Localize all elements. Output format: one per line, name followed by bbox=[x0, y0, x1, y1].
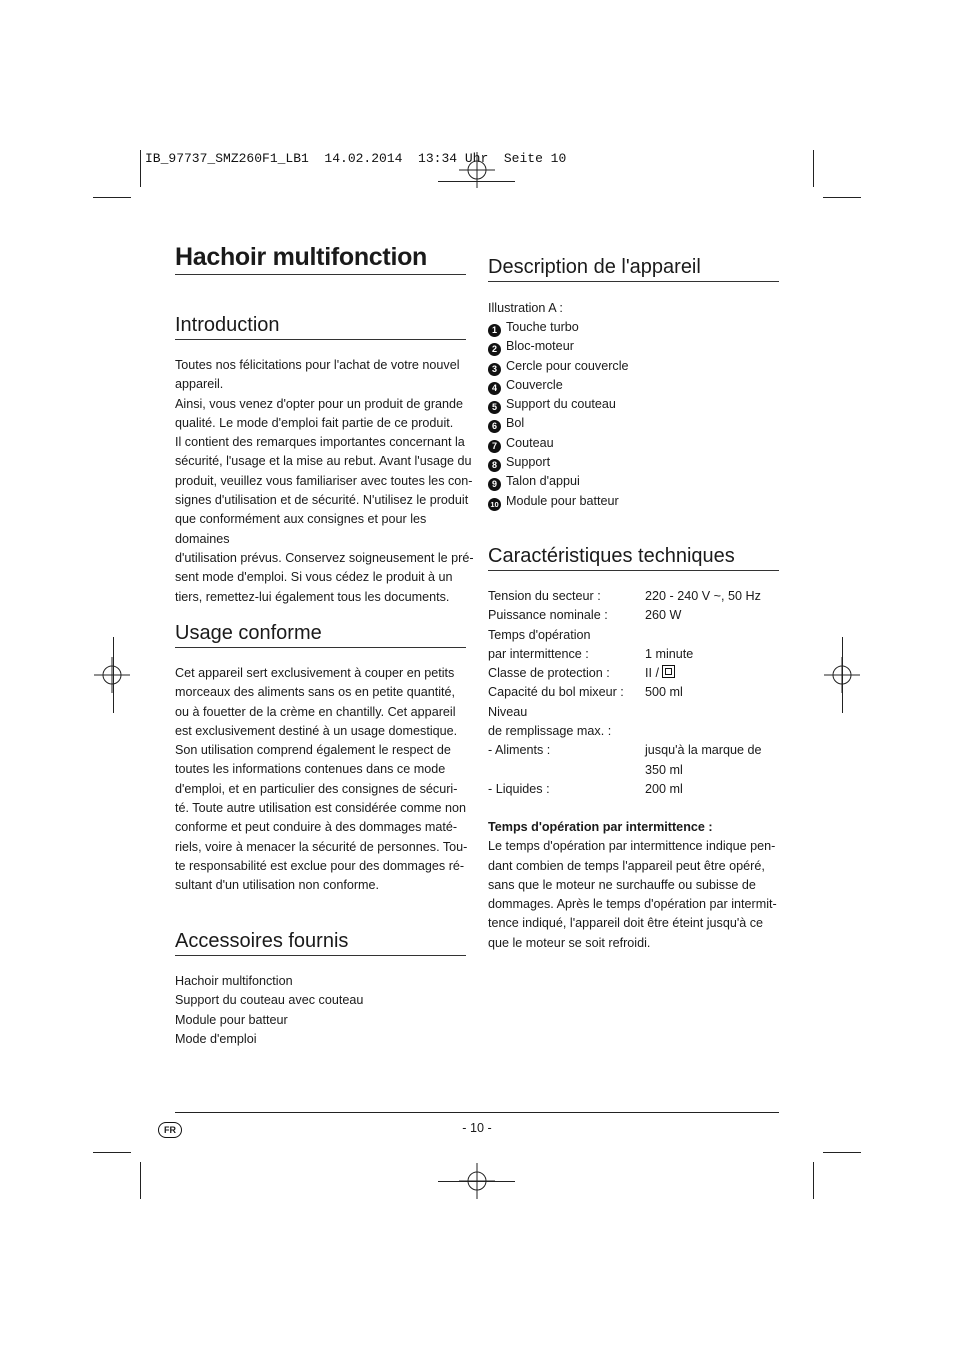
list-item bbox=[488, 395, 779, 414]
usage-heading: Usage conforme bbox=[175, 622, 466, 648]
list-item bbox=[488, 453, 779, 472]
number-badge-icon: 2 bbox=[488, 343, 501, 356]
part-label: Bloc-moteur bbox=[506, 339, 574, 354]
usage-text bbox=[175, 664, 475, 896]
text-line: Le temps d'opération par intermittence indique pen- bbox=[488, 839, 776, 854]
text-line: Il contient des remarques importantes concernant la bbox=[175, 435, 465, 450]
language-badge: FR bbox=[158, 1122, 182, 1138]
text-line: d'utilisation prévus. Conservez soigneusement le pré- bbox=[175, 550, 474, 565]
spec-value: 1 minute bbox=[645, 646, 694, 661]
page-number: - 10 - bbox=[462, 1121, 492, 1135]
number-badge-icon: 10 bbox=[488, 498, 501, 511]
crop-mark bbox=[140, 1162, 141, 1199]
list-item bbox=[488, 337, 779, 356]
print-header: IB_97737_SMZ260F1_LB1 14.02.2014 13:34 Uhr Seite 10 bbox=[145, 151, 567, 166]
text-line: Son utilisation comprend également le respect de bbox=[175, 743, 451, 758]
number-badge-icon: 8 bbox=[488, 459, 501, 472]
spec-value: 200 ml bbox=[645, 781, 683, 796]
text-line: Toutes nos félicitations pour l'achat de votre nouvel bbox=[175, 358, 460, 372]
accessories-heading: Accessoires fournis bbox=[175, 930, 466, 956]
page-title: Hachoir multifonction bbox=[175, 243, 466, 275]
text-line: produit, veuillez vous familiariser avec toutes les con- bbox=[175, 473, 473, 488]
text-line: té. Toute autre utilisation est considérée comme non bbox=[175, 801, 466, 816]
text-line: sultant d'un utilisation non conforme. bbox=[175, 878, 380, 893]
note-title: Temps d'opération par intermittence : bbox=[488, 820, 713, 834]
part-label: Touche turbo bbox=[506, 320, 579, 334]
spec-key: par intermittence : bbox=[488, 646, 589, 661]
list-item bbox=[488, 492, 779, 511]
spec-key: Temps d'opération bbox=[488, 627, 591, 642]
specs-heading: Caractéristiques techniques bbox=[488, 545, 779, 571]
text-line: que le moteur se soit refroidi. bbox=[488, 935, 651, 950]
introduction-text bbox=[175, 356, 475, 607]
text-line: te responsabilité est exclue pour des dommages ré- bbox=[175, 858, 465, 873]
number-badge-icon: 6 bbox=[488, 420, 501, 433]
spec-row bbox=[488, 780, 779, 799]
text-line: ou à fouetter de la crème en chantilly. Cet appareil bbox=[175, 704, 456, 719]
introduction-heading: Introduction bbox=[175, 314, 466, 340]
text-line: sent mode d'emploi. Si vous cédez le produit à un bbox=[175, 570, 453, 585]
spec-key: Classe de protection : bbox=[488, 666, 610, 681]
list-item: Mode d'emploi bbox=[175, 1031, 257, 1046]
spec-key: - Aliments : bbox=[488, 743, 551, 758]
spec-row bbox=[488, 741, 779, 760]
crop-mark bbox=[93, 197, 131, 198]
list-item bbox=[488, 318, 779, 337]
part-label: Support du couteau bbox=[506, 397, 616, 412]
list-item bbox=[488, 414, 779, 433]
crop-mark bbox=[823, 1152, 861, 1153]
spec-key: Tension du secteur : bbox=[488, 589, 601, 603]
text-line: Cet appareil sert exclusivement à couper en petits bbox=[175, 666, 455, 680]
text-line: conforme et peut conduire à des dommages maté- bbox=[175, 820, 458, 835]
text-line: tiers, remettez-lui également tous les documents. bbox=[175, 589, 450, 604]
text-line: signes d'utilisation et de sécurité. N'utilisez le produit bbox=[175, 493, 469, 508]
list-item: Support du couteau avec couteau bbox=[175, 993, 364, 1008]
crop-mark bbox=[842, 637, 843, 713]
spec-value: 500 ml bbox=[645, 685, 683, 700]
spec-key: Capacité du bol mixeur : bbox=[488, 685, 624, 700]
spec-row bbox=[488, 761, 779, 780]
crop-mark bbox=[93, 1152, 131, 1153]
spec-row bbox=[488, 587, 779, 606]
crop-mark bbox=[438, 1181, 515, 1182]
spec-key: de remplissage max. : bbox=[488, 724, 612, 739]
intermittence-note bbox=[488, 818, 788, 953]
registration-mark-icon bbox=[459, 152, 495, 188]
crop-mark bbox=[823, 197, 861, 198]
text-line: dant combien de temps l'appareil peut être opéré, bbox=[488, 858, 765, 873]
part-label: Support bbox=[506, 455, 551, 470]
part-label: Talon d'appui bbox=[506, 474, 580, 489]
list-item bbox=[488, 472, 779, 491]
spec-value: jusqu'à la marque de bbox=[645, 743, 762, 758]
text-line: riels, voire à menacer la sécurité de personnes. Tou- bbox=[175, 839, 468, 854]
spec-row bbox=[488, 683, 779, 702]
spec-row bbox=[488, 626, 779, 645]
description-heading: Description de l'appareil bbox=[488, 256, 779, 282]
double-insulation-icon bbox=[662, 665, 675, 678]
number-badge-icon: 7 bbox=[488, 440, 501, 453]
spec-row bbox=[488, 722, 779, 741]
part-label: Bol bbox=[506, 416, 525, 431]
crop-mark bbox=[813, 1162, 814, 1199]
spec-value-protection bbox=[645, 664, 779, 683]
spec-row bbox=[488, 606, 779, 625]
spec-row bbox=[488, 664, 779, 683]
spec-value: 260 W bbox=[645, 608, 682, 623]
list-item bbox=[488, 357, 779, 376]
text-line: dommages. Après le temps d'opération par intermit- bbox=[488, 897, 777, 912]
spec-key: Niveau bbox=[488, 704, 528, 719]
spec-key bbox=[488, 761, 645, 780]
part-label: Couteau bbox=[506, 435, 554, 450]
specs-table bbox=[488, 587, 779, 799]
spec-value: 220 - 240 V ~, 50 Hz bbox=[645, 589, 761, 603]
text-line: d'emploi, et en particulier des consignes de sécuri- bbox=[175, 781, 458, 796]
spec-key: Puissance nominale : bbox=[488, 608, 608, 623]
list-item bbox=[488, 376, 779, 395]
spec-value: 350 ml bbox=[645, 762, 683, 777]
crop-mark bbox=[113, 637, 114, 713]
text-line: que conformément aux consignes et pour les domaines bbox=[175, 512, 427, 546]
footer-divider bbox=[175, 1112, 779, 1113]
text-line: toutes les informations contenues dans ce mode bbox=[175, 762, 446, 777]
text-line: appareil. bbox=[175, 377, 224, 392]
description-intro: Illustration A : bbox=[488, 301, 563, 315]
accessories-list bbox=[175, 972, 466, 1049]
spec-value: II / bbox=[645, 666, 659, 681]
number-badge-icon: 4 bbox=[488, 382, 501, 395]
crop-mark bbox=[438, 181, 515, 182]
text-line: sécurité, l'usage et la mise au rebut. Avant l'usage du bbox=[175, 454, 472, 469]
list-item bbox=[488, 434, 779, 453]
text-line: est exclusivement destiné à un usage domestique. bbox=[175, 723, 458, 738]
number-badge-icon: 1 bbox=[488, 324, 501, 337]
spec-value bbox=[645, 703, 779, 722]
text-line: Ainsi, vous venez d'opter pour un produit de grande bbox=[175, 396, 464, 411]
text-line: morceaux des aliments sans os en petite quantité, bbox=[175, 685, 456, 700]
number-badge-icon: 5 bbox=[488, 401, 501, 414]
spec-key: - Liquides : bbox=[488, 781, 550, 796]
spec-row bbox=[488, 645, 779, 664]
part-label: Cercle pour couvercle bbox=[506, 358, 629, 373]
number-badge-icon: 9 bbox=[488, 478, 501, 491]
text-line: sans que le moteur ne surchauffe ou subisse de bbox=[488, 877, 756, 892]
part-label: Couvercle bbox=[506, 377, 563, 392]
spec-value bbox=[645, 626, 779, 645]
spec-value bbox=[645, 722, 779, 741]
list-item: Hachoir multifonction bbox=[175, 974, 293, 988]
list-item: Module pour batteur bbox=[175, 1012, 288, 1027]
number-badge-icon: 3 bbox=[488, 363, 501, 376]
text-line: qualité. Le mode d'emploi fait partie de ce produit. bbox=[175, 415, 454, 430]
registration-mark-icon bbox=[94, 657, 130, 693]
parts-list bbox=[488, 318, 779, 511]
part-label: Module pour batteur bbox=[506, 493, 619, 508]
crop-mark bbox=[813, 150, 814, 187]
spec-row bbox=[488, 703, 779, 722]
text-line: tence indiqué, l'appareil doit être éteint jusqu'à ce bbox=[488, 916, 764, 931]
crop-mark bbox=[140, 150, 141, 187]
